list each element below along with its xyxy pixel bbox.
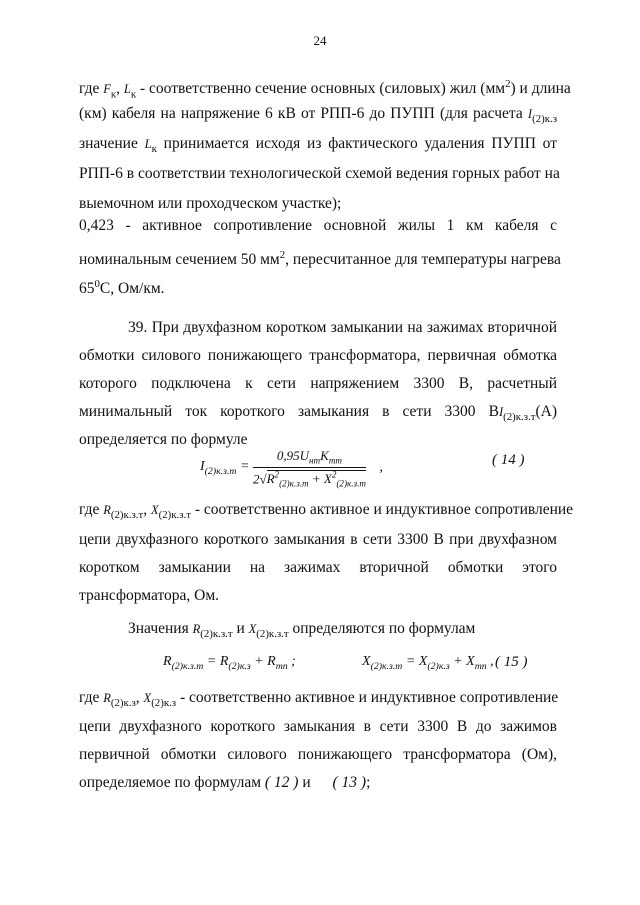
p3-line-4: минимальный ток короткого замыкания в сети 3300 $ВI_{(2)к.з.т}(А)$ [79,403,557,424]
p3-line-3: которого подключена к сети напряжением 3300 В, расчетный [79,375,557,392]
formula-15a: $R_{(2)к.з.т} = R_{(2)к.з} + R_{тп}$ ; [163,654,296,672]
p6-line-2: цепи двухфазного короткого замыкания в сети 3300 В до зажимов [79,718,557,735]
p3-line-2: обмотки силового понижающего трансформатора, первичная обмотка [79,347,557,364]
p1-line-2: (км) кабеля на напряжение 6 кВ от РПП-6 до ПУПП (для расчета $I_{(2)к.з}$ [79,105,557,126]
p1-line-1: где $F_к$, $L_к$ - соответственно сечение основных (силовых) жил $(мм^2)$ и длина [79,78,571,101]
page-number: 24 [313,33,327,48]
formula-14-number: ( 14 ) [492,452,525,468]
p2-line-3: $65^0С$, Ом/км. [79,278,165,298]
p4-line-1: где $R_{(2)к.з.т}$, $X_{(2)к.з.т}$ - соответственно активное и индуктивное сопротивление [79,501,574,522]
p6-line-3: первичной обмотки силового понижающего трансформатора (Ом), [79,746,557,763]
p4-line-3: коротком замыкании на зажимах вторичной обмотки этого [79,559,557,576]
p3-line-1: 39. При двухфазном коротком замыкании на зажимах вторичной [128,319,557,336]
p1-line-3: значение $L_к$ принимается исходя из фактического удаления ПУПП от [79,135,557,156]
p5-line: Значения $R_{(2)к.з.т}$ и $X_{(2)к.з.т}$ определяются по формулам [128,620,476,641]
p6-line-4: определяемое по формулам ( 12 ) и ( 13 ); [79,774,371,791]
p6-line-1: где $R_{(2)к.з}$, $X_{(2)к.з}$ - соответственно активное и индуктивное сопротивление [79,689,559,710]
formula-14-fraction: $\frac{0,95U_{нт}K_{тт}}{2√R^2_{(2)к.з.т} + X^2_{(2)к.з.т}}$ [252,448,366,489]
p1-line-5: выемочном или проходческом участке); [79,195,342,212]
p4-line-2: цепи двухфазного короткого замыкания в сети 3300 В при двухфазном [79,531,557,548]
formula-14: $I_{(2)к.з.т}$ = $\frac{0,95U_{нт}K_{тт}}{2√R^2_{(2)к.з.т} + X^2_{(2)к.з.т}}$ , [200,448,383,489]
p2-line-1: 0,423 - активное сопротивление основной жилы 1 км кабеля с [79,217,557,234]
p3-line-5: определяется по формуле [79,431,248,448]
formula-15b: $X_{(2)к.з.т} = X_{(2)к.з} + X_{тп}$ , [362,654,494,672]
p2-line-2: номинальным сечением 50 $мм^2$, пересчитанное для температуры нагрева [79,249,561,269]
ref-formula-12: ( 12 ) [264,774,299,791]
ref-formula-13: ( 13 ) [332,774,367,791]
p4-line-4: трансформатора, Ом. [79,587,220,604]
p1-line-4: РПП-6 в соответствии технологической схемой ведения горных работ на [79,165,560,182]
formula-15-number: ( 15 ) [495,654,528,670]
